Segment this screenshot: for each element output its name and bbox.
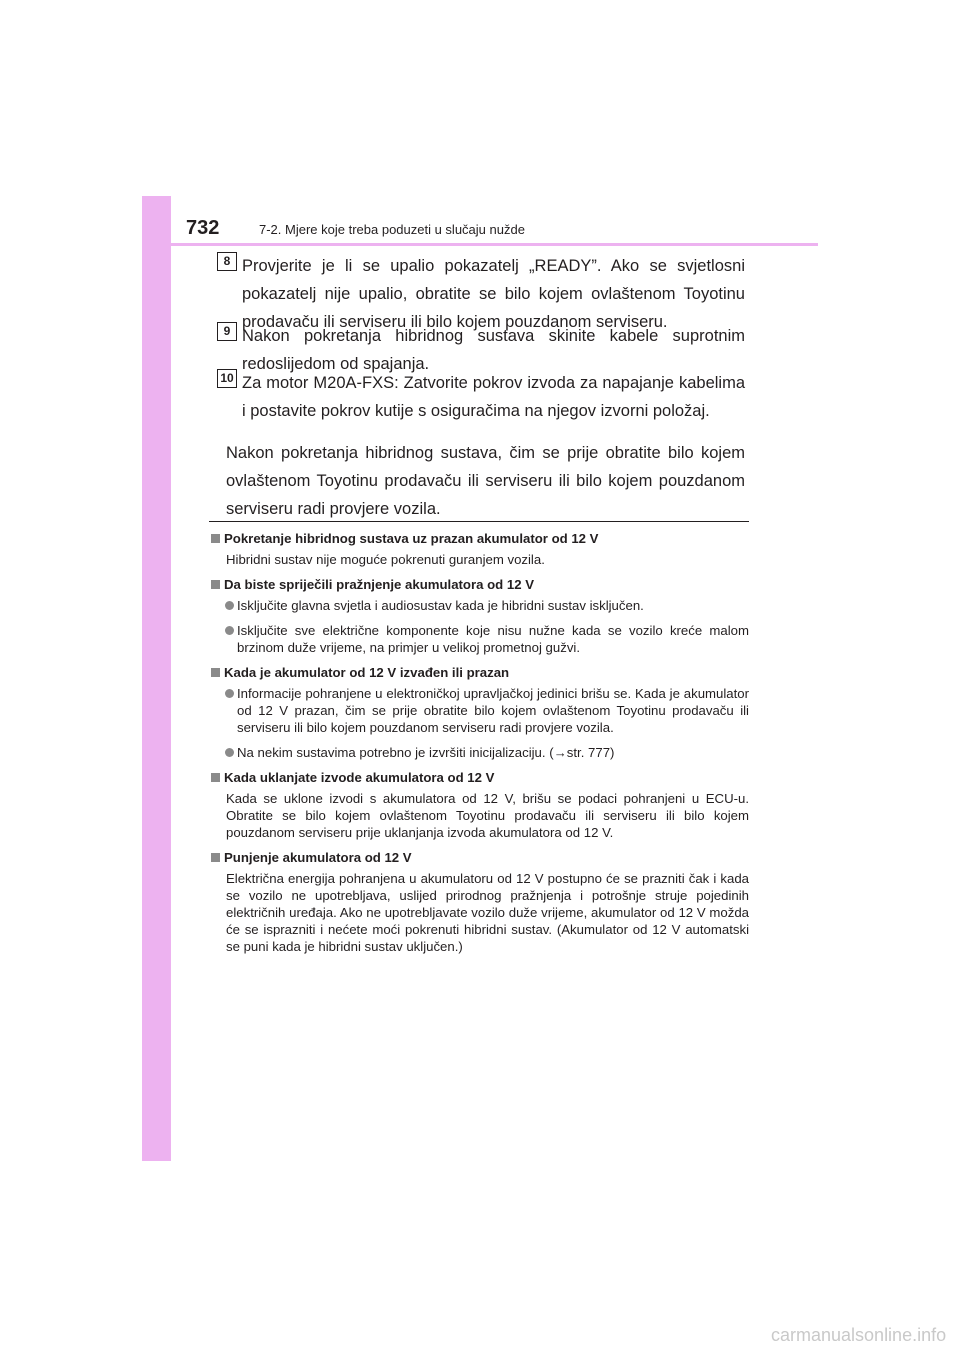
notes-section <box>211 530 749 963</box>
side-color-strip <box>142 196 171 1161</box>
note-bullet: Informacije pohranjene u elektroničkoj upravljačkoj jedinici brišu se. Kada je akumulator od 12 V prazan, čim se prije obratite bilo kojem ovlaštenom Toyotinu prodavaču ili serviseru ili bilo kojem pouzdanom serviseru radi provjere vozila. <box>225 685 749 736</box>
note <box>211 769 749 841</box>
square-bullet-icon <box>211 853 220 862</box>
note-body: Električna energija pohranjena u akumulatoru od 12 V postupno će se prazniti čak i kada se vozilo ne upotrebljava, uslijed prirodnog pražnjenja i potrošnje struje pojedinih električnih uređaja. Ako ne upotrebljavate vozilo duže vrijeme, akumulator od 12 V možda će se isprazniti i nećete moći pokrenuti hibridni sustav. (Akumulator od 12 V automatski se puni kada je hibridni sustav uključen.) <box>226 871 749 954</box>
note <box>211 849 749 955</box>
square-bullet-icon <box>211 773 220 782</box>
step-text: Za motor M20A-FXS: Zatvorite pokrov izvoda za napajanje kabelima i postavite pokrov kutije s osiguračima na njegov izvorni položaj. <box>242 374 745 420</box>
step-text: Provjerite je li se upalio pokazatelj „READY”. Ako se svjetlosni pokazatelj nije upalio, obratite se bilo kojem ovlaštenom Toyotinu prodavaču ili serviseru ili bilo kojem pouzdanom serviseru. <box>242 257 745 331</box>
note <box>211 530 749 568</box>
circle-bullet-icon <box>225 748 234 757</box>
step-number-badge: 10 <box>217 369 237 388</box>
notes-divider <box>209 521 749 522</box>
note-bullet: Na nekim sustavima potrebno je izvršiti inicijalizaciju. (→str. 777) <box>225 744 749 761</box>
section-title: 7-2. Mjere koje treba poduzeti u slučaju nužde <box>259 222 525 237</box>
note <box>211 664 749 761</box>
note-heading: Pokretanje hibridnog sustava uz prazan akumulator od 12 V <box>211 530 749 547</box>
header-rule <box>142 243 818 246</box>
circle-bullet-icon <box>225 689 234 698</box>
square-bullet-icon <box>211 580 220 589</box>
step-number-badge: 8 <box>217 252 237 271</box>
circle-bullet-icon <box>225 601 234 610</box>
note-heading: Punjenje akumulatora od 12 V <box>211 849 749 866</box>
watermark: carmanualsonline.info <box>771 1325 947 1345</box>
square-bullet-icon <box>211 668 220 677</box>
circle-bullet-icon <box>225 626 234 635</box>
note-body: Kada se uklone izvodi s akumulatora od 12 V, brišu se podaci pohranjeni u ECU-u. Obratite se bilo kojem ovlaštenom Toyotinu prodavaču ili serviseru ili bilo kojem pouzdanom serviseru prije uklanjanja izvoda akumulatora od 12 V. <box>226 791 749 840</box>
note-heading: Kada je akumulator od 12 V izvađen ili prazan <box>211 664 749 681</box>
note-bullet: Isključite sve električne komponente koje nisu nužne kada se vozilo kreće malom brzinom duže vrijeme, na primjer u velikoj prometnoj gužvi. <box>225 622 749 656</box>
note <box>211 576 749 656</box>
step-number-badge: 9 <box>217 322 237 341</box>
note-heading: Kada uklanjate izvode akumulatora od 12 V <box>211 769 749 786</box>
page-number: 732 <box>186 217 220 239</box>
note-heading: Da biste spriječili pražnjenje akumulatora od 12 V <box>211 576 749 593</box>
step-text: Nakon pokretanja hibridnog sustava skinite kabele suprotnim redoslijedom od spajanja. <box>242 327 745 373</box>
step-10 <box>217 369 745 425</box>
note-body: Hibridni sustav nije moguće pokrenuti guranjem vozila. <box>226 552 545 567</box>
closing-paragraph: Nakon pokretanja hibridnog sustava, čim se prije obratite bilo kojem ovlaštenom Toyotinu prodavaču ili serviseru ili bilo kojem pouzdanom serviseru radi provjere vozila. <box>226 444 745 518</box>
square-bullet-icon <box>211 534 220 543</box>
note-bullet: Isključite glavna svjetla i audiosustav kada je hibridni sustav isključen. <box>225 597 749 614</box>
